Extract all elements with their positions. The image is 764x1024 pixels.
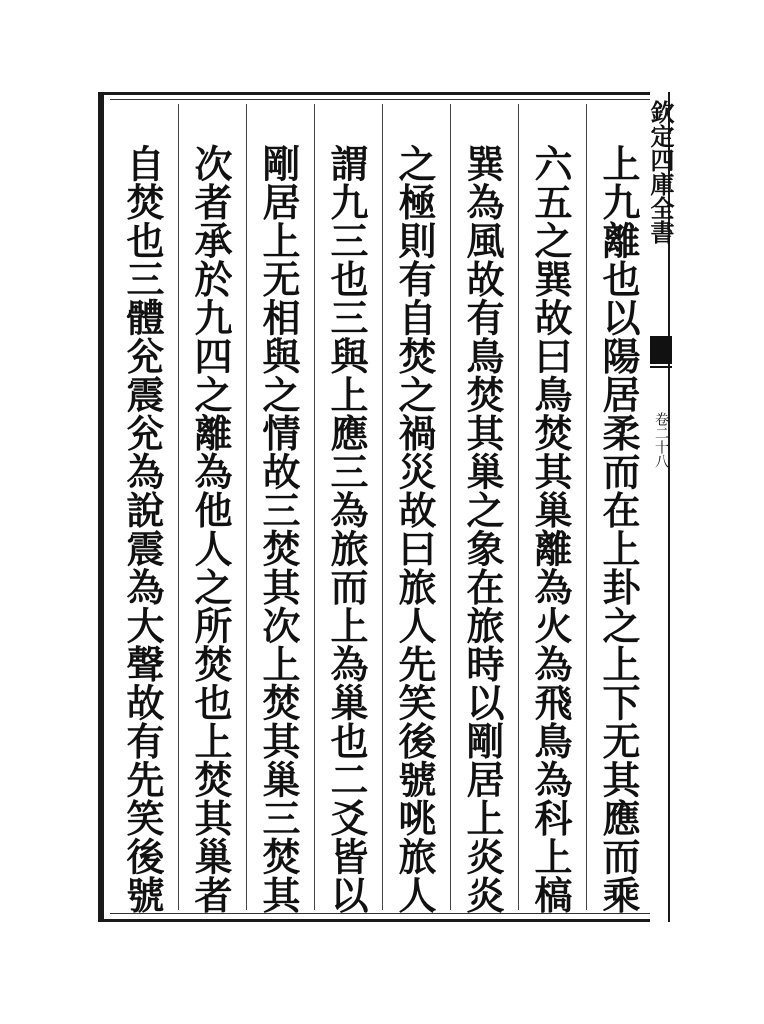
margin-volume-label: 卷二十八 [653, 412, 669, 468]
text-column-8 [110, 104, 174, 914]
text-column-1 [586, 104, 650, 914]
column-text: 剛居上无相與之情故三焚其次上焚其巢三焚其 [256, 144, 301, 914]
column-text: 自焚也三體兊震兊為說震為大聲故有先笑後號 [120, 144, 165, 914]
fishtail-rule [650, 366, 672, 368]
text-column-3 [450, 104, 514, 914]
column-text: 六五之巽故曰鳥焚其巢離為火為飛鳥為科上槁 [528, 144, 573, 914]
text-column-7 [178, 104, 242, 914]
text-column-2 [518, 104, 582, 914]
fishtail-mark [650, 336, 672, 364]
column-text: 上九離也以陽居柔而在上卦之上下无其應而乘 [596, 144, 641, 914]
text-column-5 [314, 104, 378, 914]
text-column-4 [382, 104, 446, 914]
column-text: 謂九三也三與上應三為旅而上為巢也二爻皆以 [324, 144, 369, 914]
column-text: 之極則有自焚之禍災故曰旅人先笑後號咷旅人 [392, 144, 437, 914]
inner-rule-top [110, 99, 650, 100]
column-text: 次者承於九四之離為他人之所焚也上焚其巢者 [188, 144, 233, 914]
text-column-6 [246, 104, 310, 914]
column-text: 巽為風故有鳥焚其巢之象在旅時以剛居上炎炎 [460, 144, 505, 914]
margin-book-title: 欽定四庫全書 [646, 100, 675, 244]
